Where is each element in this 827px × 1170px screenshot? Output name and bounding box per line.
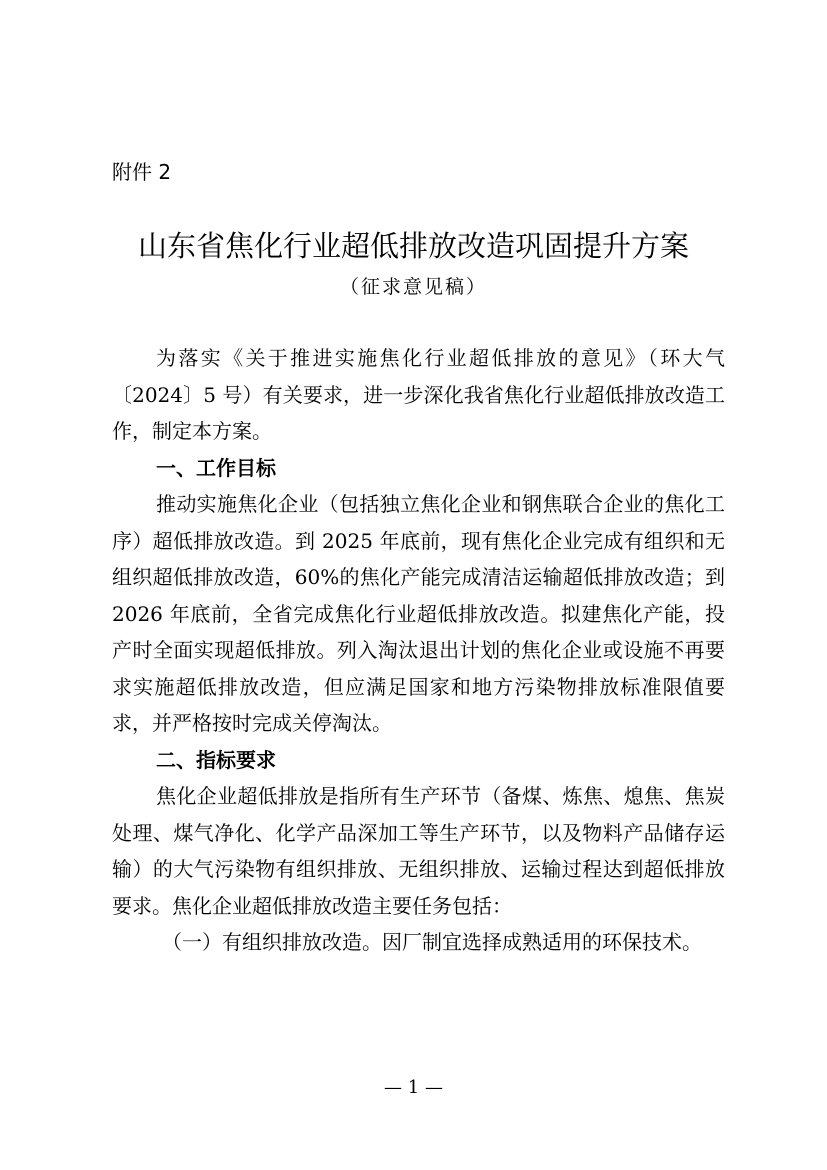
section-heading-indicators: 二、指标要求 <box>156 747 276 772</box>
goals-paragraph: 推动实施焦化企业（包括独立焦化企业和钢焦联合企业的焦化工序）超低排放改造。到 2025 年底前，现有焦化企业完成有组织和无组织超低排放改造，60%的焦化产能完成清洁运输超低排放改造；到 2026 年底前，全省完成焦化行业超低排放改造。拟建焦化产能，投产时全面实现超低排放。列入淘汰退出计划的焦化企业或设施不再要求实施超低排放改造，但应满足国家和地方污染物排放标准限值要求，并严格按时完成关停淘汰。 <box>112 492 725 735</box>
section-heading-goals: 一、工作目标 <box>156 455 276 480</box>
task-item-1-text: 因厂制宜选择成熟适用的环保技术。 <box>382 930 702 954</box>
document-subtitle: （征求意见稿） <box>339 276 487 298</box>
indicators-paragraph: 焦化企业超低排放是指所有生产环节（备煤、炼焦、熄焦、焦炭处理、煤气净化、化学产品深加工等生产环节，以及物料产品储存运输）的大气污染物有组织排放、无组织排放、运输过程达到超低排放要求。焦化企业超低排放改造主要任务包括： <box>112 784 725 918</box>
document-title: 山东省焦化行业超低排放改造巩固提升方案 <box>137 229 689 263</box>
intro-paragraph: 为落实《关于推进实施焦化行业超低排放的意见》（环大气〔2024〕5 号）有关要求，进一步深化我省焦化行业超低排放改造工作，制定本方案。 <box>112 346 725 443</box>
attachment-label: 附件 2 <box>112 160 172 184</box>
document-body <box>112 340 725 961</box>
page-number: — 1 — <box>384 1077 443 1098</box>
task-item-1-lead: （一）有组织排放改造。 <box>162 930 382 954</box>
task-item-1 <box>112 924 725 961</box>
